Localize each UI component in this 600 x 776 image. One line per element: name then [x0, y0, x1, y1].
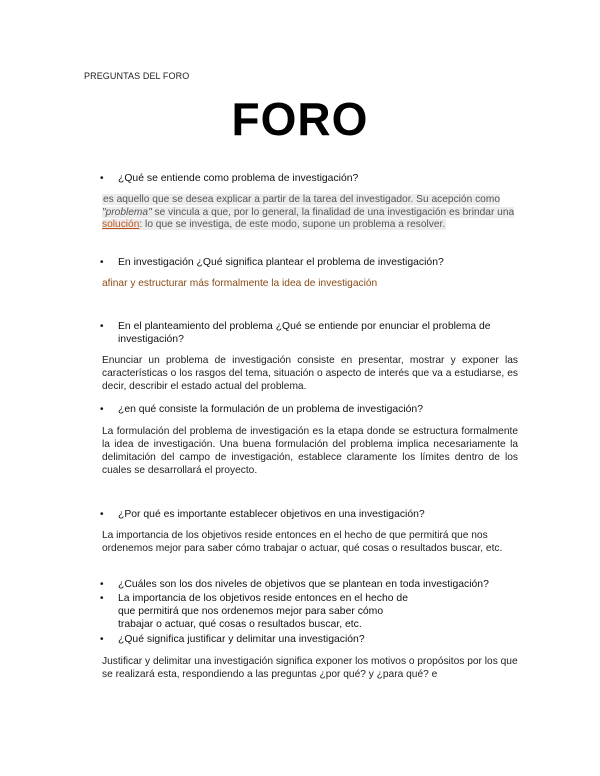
- answer-4: La formulación del problema de investigación es la etapa donde se estructura formalmente la idea de investigación. Una buena formulación del problema implica necesariamente la delimitación del campo de investigación, establece claramente los límites dentro de los cuales se desarrollará el proyecto.: [102, 426, 518, 476]
- question-2: [100, 256, 520, 269]
- bullet-icon: •: [100, 593, 104, 604]
- bullet-icon: •: [100, 257, 104, 268]
- answer-6-text: La importancia de los objetivos reside entonces en el hecho de que permitirá que nos ordenemos mejor para saber cómo trabajar o actuar, qué cosas o resultados buscar, etc.: [118, 593, 408, 630]
- question-1: [100, 172, 520, 185]
- bullet-icon: •: [100, 321, 104, 332]
- bullet-icon: •: [100, 509, 104, 520]
- answer-2: afinar y estructurar más formalmente la idea de investigación: [102, 278, 378, 289]
- bullet-icon: •: [100, 404, 104, 415]
- answer-1-emphasis: "problema": [102, 206, 152, 218]
- answer-1-part2: se vincula a que, por lo general, la finalidad de una investigación es brindar una: [151, 206, 515, 218]
- question-2-text: En investigación ¿Qué significa plantear el problema de investigación?: [118, 257, 444, 268]
- question-7-text: ¿Qué significa justificar y delimitar una investigación?: [118, 634, 365, 645]
- question-5: [100, 508, 520, 521]
- bullet-icon: •: [100, 634, 104, 645]
- answer-3: Enunciar un problema de investigación consiste en presentar, mostrar y exponer las características o los rasgos del tema, situación o aspecto de interés que va a estudiarse, es decir, describir el estado actual del problema.: [102, 355, 518, 392]
- solucion-link[interactable]: solución: [102, 219, 140, 231]
- question-7: [100, 633, 520, 646]
- question-3: [100, 320, 520, 346]
- answer-5: La importancia de los objetivos reside entonces en el hecho de que permitirá que nos ordenemos mejor para saber cómo trabajar o actuar, qué cosas o resultados buscar, etc.: [102, 530, 503, 554]
- answer-7: Justificar y delimitar una investigación significa exponer los motivos o propósitos por los que se realizará esta, respondiendo a las preguntas ¿por qué? y ¿para qué? e: [102, 656, 518, 680]
- answer-1-part1: es aquello que se desea explicar a partir de la tarea del investigador. Su acepción como: [103, 194, 500, 205]
- question-1-text: ¿Qué se entiende como problema de investigación?: [118, 173, 359, 184]
- question-4-text: ¿en qué consiste la formulación de un problema de investigación?: [118, 404, 423, 415]
- question-3-text: En el planteamiento del problema ¿Qué se entiende por enunciar el problema de investigación?: [118, 321, 491, 345]
- answer-6-item: [100, 592, 520, 631]
- bullet-icon: •: [100, 579, 104, 590]
- question-5-text: ¿Por qué es importante establecer objetivos en una investigación?: [118, 509, 425, 520]
- page-title: FORO: [231, 93, 369, 145]
- answer-1: [102, 194, 518, 232]
- question-4: [100, 403, 520, 416]
- bullet-icon: •: [100, 173, 104, 184]
- question-6: [100, 578, 520, 591]
- answer-1-part3: : lo que se investiga, de este modo, supone un problema a resolver.: [139, 219, 446, 231]
- question-6-text: ¿Cuáles son los dos niveles de objetivos que se plantean en toda investigación?: [118, 579, 489, 590]
- document-header-label: PREGUNTAS DEL FORO: [84, 71, 190, 81]
